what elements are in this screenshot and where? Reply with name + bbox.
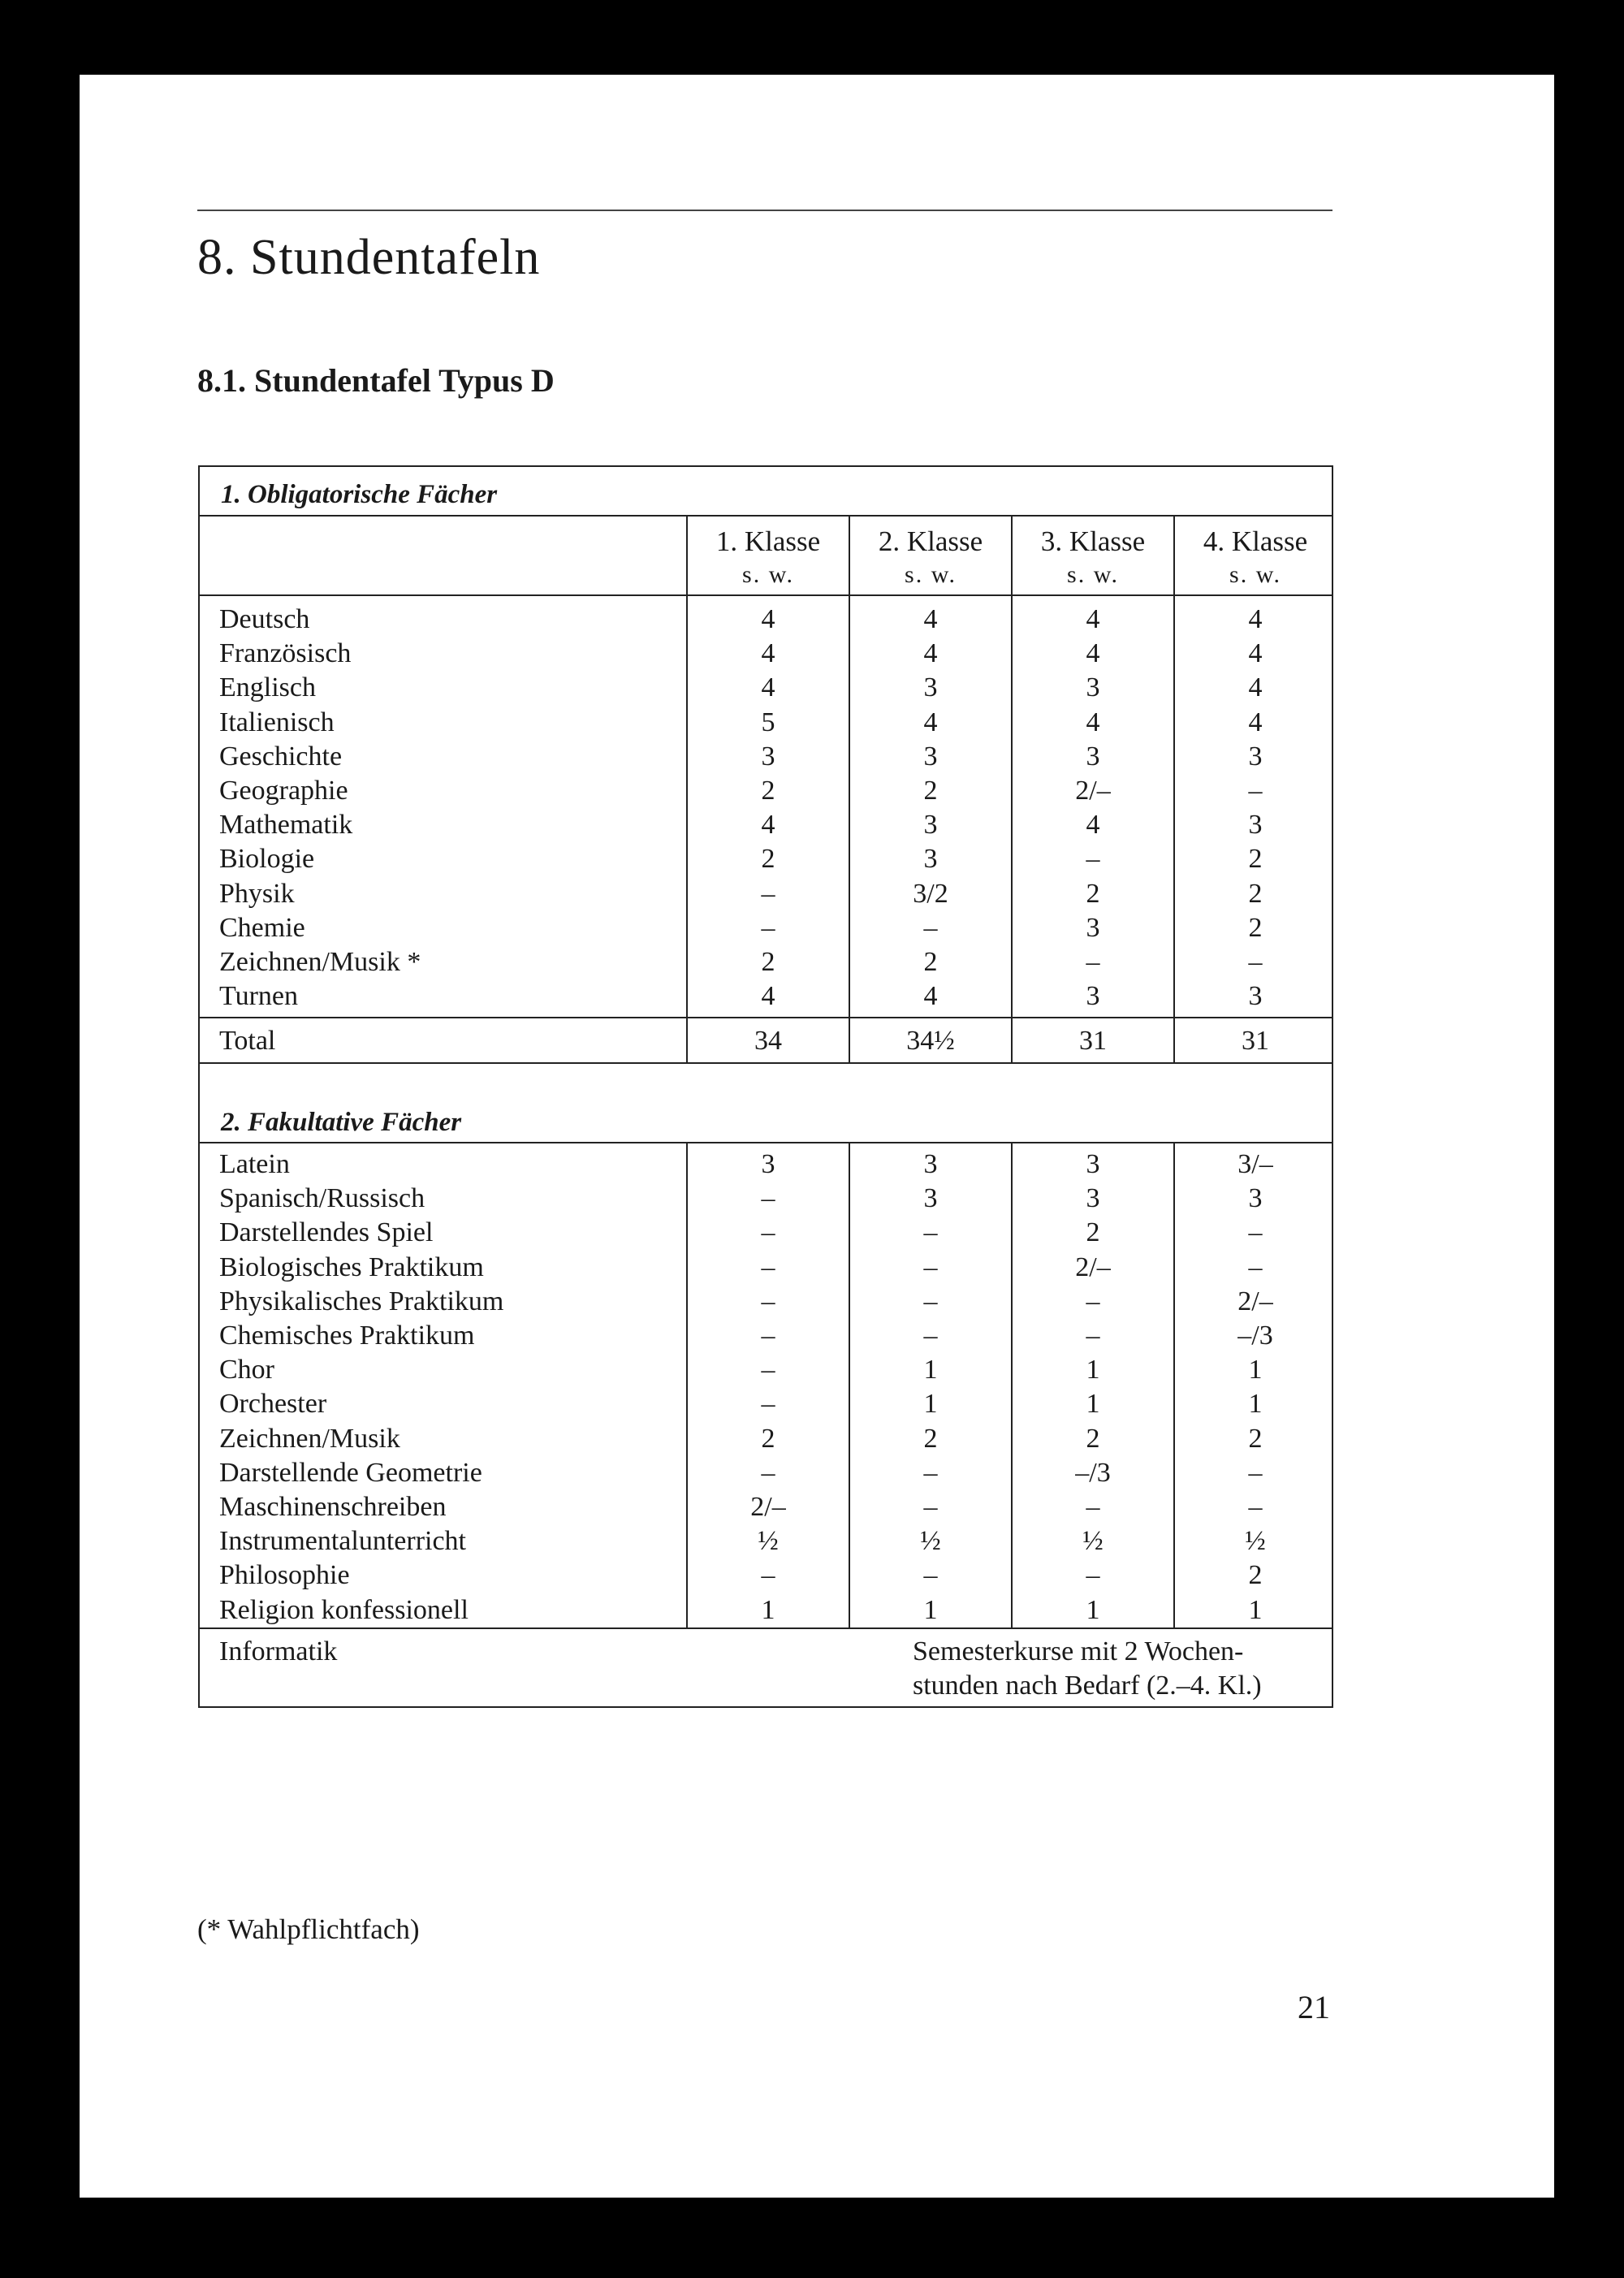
column-header: 2. Klasse	[878, 525, 983, 557]
hours-cell: 2	[1248, 878, 1263, 909]
hours-cell: 2	[1086, 878, 1100, 909]
page-number: 21	[1298, 1989, 1330, 2025]
hours-cell: 2/–	[1075, 776, 1111, 806]
hours-cell: –	[1086, 1492, 1100, 1522]
timetable	[198, 465, 1333, 1708]
table-rule	[200, 1627, 1332, 1629]
hours-cell: ½	[1245, 1526, 1266, 1557]
subject-name: Orchester	[219, 1389, 327, 1420]
subject-name: Mathematik	[219, 810, 353, 841]
hours-cell: –	[923, 1492, 938, 1522]
hours-cell: 5	[761, 707, 775, 737]
subject-name: Biologisches Praktikum	[219, 1251, 484, 1282]
hours-cell: 4	[1086, 638, 1100, 669]
hours-cell: –	[761, 912, 775, 943]
hours-cell: –	[1248, 947, 1263, 977]
hours-cell: 2	[1086, 1217, 1100, 1248]
subject-name: Darstellendes Spiel	[219, 1217, 434, 1248]
subject-name: Zeichnen/Musik	[219, 1423, 400, 1454]
hours-cell: 1	[1248, 1355, 1263, 1385]
hours-cell: –	[1086, 1560, 1100, 1591]
hours-cell: –	[1086, 1321, 1100, 1351]
hours-cell: 4	[761, 672, 775, 703]
hours-cell: 2	[761, 947, 775, 977]
column-unit: s. w.	[905, 561, 957, 588]
hours-cell: 4	[1248, 672, 1263, 703]
subject-name: Deutsch	[219, 604, 310, 634]
table-rule	[200, 1017, 1332, 1018]
footnote: (* Wahlpflichtfach)	[197, 1913, 420, 1945]
hours-cell: –	[923, 1560, 938, 1591]
hours-cell: –	[761, 1389, 775, 1420]
hours-cell: –	[1086, 844, 1100, 875]
column-header: 3. Klasse	[1040, 525, 1146, 557]
hours-cell: –/3	[1075, 1457, 1111, 1488]
total-value: 31	[1242, 1026, 1269, 1056]
hours-cell: 3	[1248, 741, 1263, 772]
hours-cell: –	[1248, 1251, 1263, 1282]
total-label: Total	[219, 1026, 276, 1056]
hours-cell: ½	[758, 1526, 779, 1557]
subject-name: Darstellende Geometrie	[219, 1457, 482, 1488]
hours-cell: –	[923, 1286, 938, 1316]
hours-cell: 3	[923, 810, 938, 841]
hours-cell: 2/–	[750, 1492, 786, 1522]
table-rule	[200, 515, 1332, 517]
hours-cell: –	[1248, 1492, 1263, 1522]
hours-cell: 3	[1086, 1149, 1100, 1179]
hours-cell: 3	[923, 844, 938, 875]
hours-cell: 1	[923, 1355, 938, 1385]
hours-cell: 2	[1086, 1423, 1100, 1454]
hours-cell: 2	[1248, 1423, 1263, 1454]
hours-cell: 4	[923, 707, 938, 737]
hours-cell: 1	[923, 1594, 938, 1625]
subject-name: Instrumentalunterricht	[219, 1526, 467, 1557]
hours-cell: –	[761, 878, 775, 909]
hours-cell: –	[1086, 1286, 1100, 1316]
subject-name: Biologie	[219, 844, 315, 875]
hours-cell: –	[923, 1251, 938, 1282]
hours-cell: 2/–	[1237, 1286, 1273, 1316]
hours-cell: –	[761, 1286, 775, 1316]
subject-name: Physik	[219, 878, 295, 909]
subject-name: Physikalisches Praktikum	[219, 1286, 504, 1316]
hours-cell: –	[923, 1321, 938, 1351]
hours-cell: 4	[761, 638, 775, 669]
hours-cell: –	[761, 1457, 775, 1488]
column-header: 4. Klasse	[1203, 525, 1308, 557]
subject-name: Italienisch	[219, 707, 335, 737]
hours-cell: 1	[1086, 1355, 1100, 1385]
hours-cell: 1	[1086, 1594, 1100, 1625]
hours-cell: 4	[1086, 707, 1100, 737]
hours-cell: 1	[1086, 1389, 1100, 1420]
hours-cell: 3	[1248, 981, 1263, 1012]
hours-cell: 1	[923, 1389, 938, 1420]
informatik-label: Informatik	[219, 1636, 338, 1666]
hours-cell: 3	[1086, 741, 1100, 772]
hours-cell: 1	[1248, 1594, 1263, 1625]
hours-cell: 4	[1248, 638, 1263, 669]
hours-cell: 3	[923, 741, 938, 772]
hours-cell: 3	[761, 741, 775, 772]
hours-cell: 2	[1248, 1560, 1263, 1591]
hours-cell: 2	[761, 776, 775, 806]
hours-cell: 2	[1248, 844, 1263, 875]
hours-cell: 4	[1086, 604, 1100, 634]
hours-cell: –	[761, 1217, 775, 1248]
hours-cell: 3	[1086, 912, 1100, 943]
subject-name: Zeichnen/Musik *	[219, 947, 421, 977]
hours-cell: –	[761, 1183, 775, 1214]
hours-cell: 3	[761, 1149, 775, 1179]
hours-cell: 4	[761, 604, 775, 634]
hours-cell: 3	[923, 1149, 938, 1179]
total-value: 34½	[906, 1026, 955, 1056]
hours-cell: –	[1248, 1457, 1263, 1488]
section-title: 8.1. Stundentafel Typus D	[197, 362, 555, 399]
informatik-note: stunden nach Bedarf (2.–4. Kl.)	[913, 1671, 1262, 1701]
hours-cell: 3	[1248, 1183, 1263, 1214]
hours-cell: ½	[1082, 1526, 1104, 1557]
table-rule	[200, 1062, 1332, 1064]
hours-cell: –	[1248, 1217, 1263, 1248]
hours-cell: –	[1248, 776, 1263, 806]
section-heading-optional: 2. Fakultative Fächer	[221, 1108, 462, 1137]
hours-cell: 1	[761, 1594, 775, 1625]
total-value: 31	[1079, 1026, 1107, 1056]
hours-cell: 3/2	[913, 878, 948, 909]
hours-cell: 2	[923, 1423, 938, 1454]
hours-cell: 1	[1248, 1389, 1263, 1420]
hours-cell: 2	[761, 844, 775, 875]
hours-cell: –	[761, 1321, 775, 1351]
subject-name: Latein	[219, 1149, 290, 1179]
hours-cell: 3	[923, 672, 938, 703]
subject-name: Maschinenschreiben	[219, 1492, 447, 1522]
hours-cell: 3	[1248, 810, 1263, 841]
subject-name: Geographie	[219, 776, 348, 806]
subject-name: Chemisches Praktikum	[219, 1321, 475, 1351]
hours-cell: 3	[923, 1183, 938, 1214]
subject-name: Chemie	[219, 912, 305, 943]
subject-name: Philosophie	[219, 1560, 350, 1591]
hours-cell: 4	[923, 638, 938, 669]
column-unit: s. w.	[742, 561, 794, 588]
subject-name: Englisch	[219, 672, 316, 703]
hours-cell: 2/–	[1075, 1251, 1111, 1282]
subject-name: Religion konfessionell	[219, 1594, 469, 1625]
hours-cell: 4	[1086, 810, 1100, 841]
hours-cell: 3	[1086, 1183, 1100, 1214]
hours-cell: –	[1086, 947, 1100, 977]
hours-cell: 2	[1248, 912, 1263, 943]
hours-cell: 4	[923, 981, 938, 1012]
hours-cell: –	[761, 1251, 775, 1282]
hours-cell: –	[923, 912, 938, 943]
chapter-title: 8. Stundentafeln	[197, 230, 541, 285]
hours-cell: –	[923, 1457, 938, 1488]
hours-cell: 3	[1086, 672, 1100, 703]
subject-name: Chor	[219, 1355, 274, 1385]
column-unit: s. w.	[1229, 561, 1281, 588]
section-heading-obligatory: 1. Obligatorische Fächer	[221, 480, 498, 509]
table-rule	[200, 1142, 1332, 1143]
hours-cell: –/3	[1237, 1321, 1273, 1351]
hours-cell: 3	[1086, 981, 1100, 1012]
hours-cell: 2	[761, 1423, 775, 1454]
hours-cell: 4	[761, 981, 775, 1012]
subject-name: Turnen	[219, 981, 298, 1012]
hours-cell: 4	[1248, 604, 1263, 634]
hours-cell: 3/–	[1237, 1149, 1273, 1179]
header-rule	[197, 210, 1332, 211]
hours-cell: –	[761, 1560, 775, 1591]
hours-cell: –	[761, 1355, 775, 1385]
total-value: 34	[754, 1026, 782, 1056]
subject-name: Spanisch/Russisch	[219, 1183, 425, 1214]
hours-cell: 4	[1248, 707, 1263, 737]
subject-name: Geschichte	[219, 741, 343, 772]
hours-cell: 2	[923, 947, 938, 977]
subject-name: Französisch	[219, 638, 352, 669]
hours-cell: 4	[923, 604, 938, 634]
column-header: 1. Klasse	[715, 525, 821, 557]
column-unit: s. w.	[1067, 561, 1119, 588]
hours-cell: 4	[761, 810, 775, 841]
hours-cell: ½	[920, 1526, 941, 1557]
table-rule	[200, 594, 1332, 596]
hours-cell: –	[923, 1217, 938, 1248]
hours-cell: 2	[923, 776, 938, 806]
informatik-note: Semesterkurse mit 2 Wochen-	[913, 1636, 1244, 1666]
